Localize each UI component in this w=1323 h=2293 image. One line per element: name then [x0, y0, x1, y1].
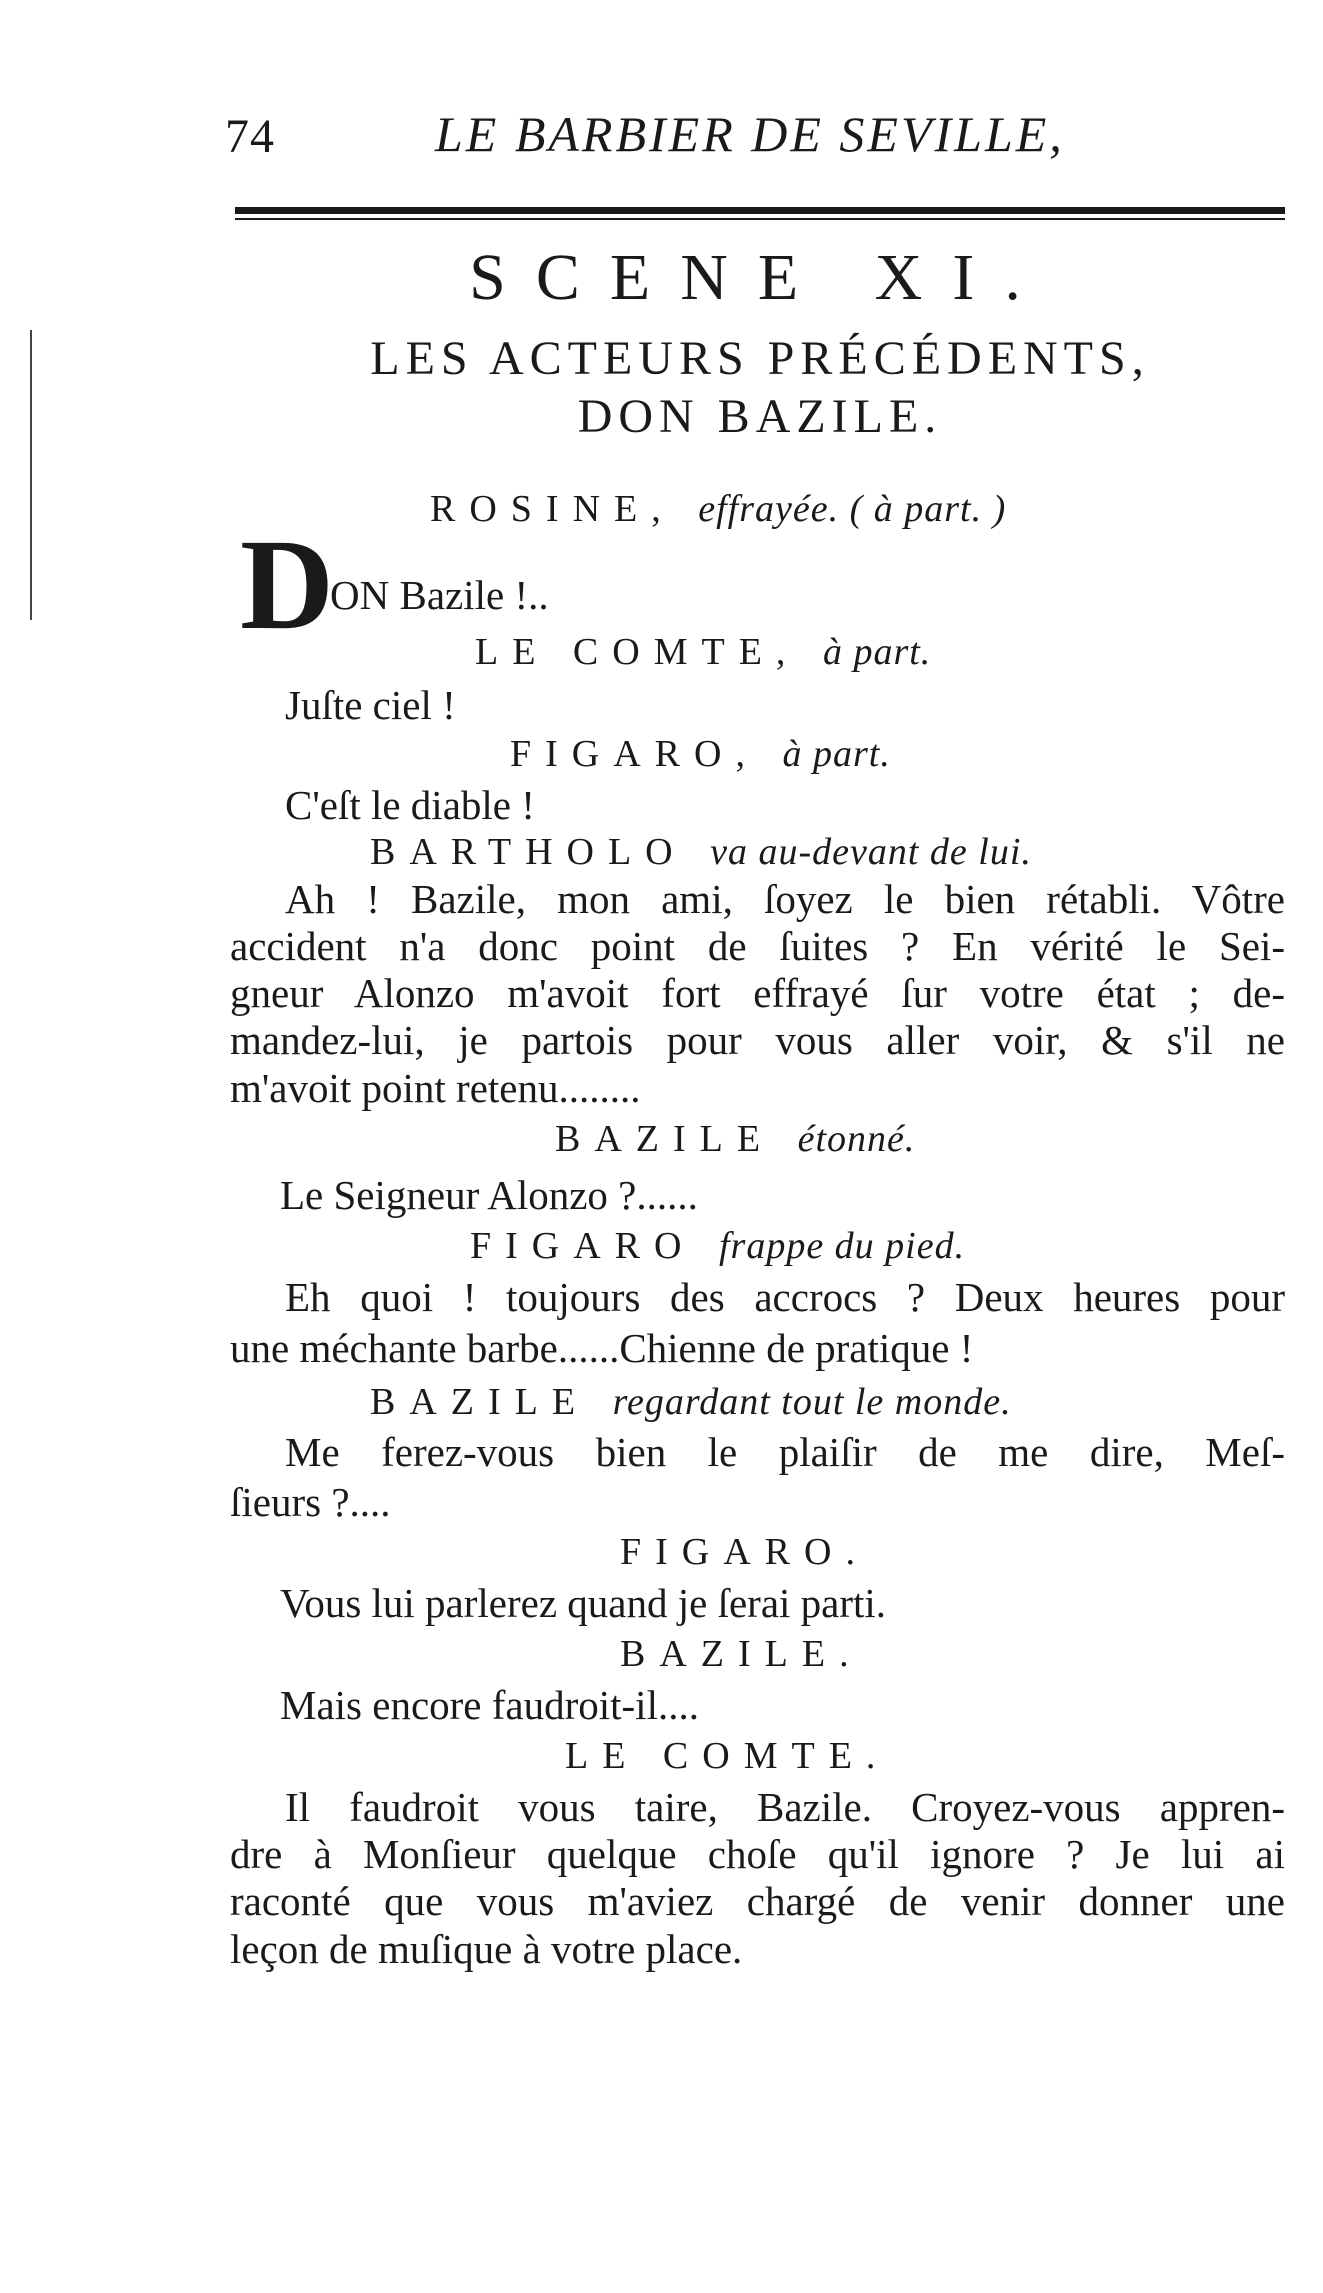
dialogue-line: Vous lui parlerez quand je ſerai parti. [280, 1580, 887, 1626]
scene-title: SCENE XI. [469, 241, 1051, 314]
header-rule-thick [235, 207, 1285, 214]
dialogue-line: raconté que vous m'aviez chargé de venir donner une [230, 1878, 1285, 1924]
stage-direction: va au-devant de lui. [710, 831, 1032, 873]
dialogue-line: accident n'a donc point de ſuites ? En vérité le Sei- [230, 923, 1285, 969]
speaker-name: LE COMTE, [475, 631, 800, 673]
cast-line: LES ACTEURS PRÉCÉDENTS, [370, 332, 1150, 385]
dialogue-line: Me ferez-vous bien le plaiſir de me dire, Meſ- [285, 1429, 1285, 1475]
stage-direction: regardant tout le monde. [612, 1381, 1012, 1423]
cast-line: DON BAZILE. [577, 390, 943, 443]
speaker-name: FIGARO [470, 1225, 696, 1267]
dialogue-line: mandez-lui, je partois pour vous aller voir, & s'il ne [230, 1017, 1285, 1063]
stage-direction: effrayée. ( à part. ) [698, 488, 1007, 530]
dialogue-line: une méchante barbe......Chienne de pratique ! [230, 1325, 974, 1371]
dialogue-line: Ah ! Bazile, mon ami, ſoyez le bien rétabli. Vôtre [285, 876, 1285, 922]
dialogue-line: Juſte ciel ! [285, 682, 456, 728]
dialogue-line: Il faudroit vous taire, Bazile. Croyez-vous appren- [285, 1784, 1285, 1830]
dialogue-line: C'eſt le diable ! [285, 782, 535, 828]
dialogue-line: dre à Monſieur quelque choſe qu'il ignore ? Je lui ai [230, 1831, 1285, 1877]
running-header [225, 95, 1285, 165]
dialogue-line: ON Bazile !.. [330, 572, 549, 618]
drop-cap: D [240, 513, 334, 657]
stage-direction: étonné. [797, 1118, 916, 1160]
margin-rule [30, 330, 32, 620]
speaker-name: BAZILE [370, 1381, 590, 1423]
header-rule-thin [235, 218, 1285, 220]
speaker-name: LE COMTE. [565, 1735, 890, 1777]
speaker-name: FIGARO. [620, 1531, 869, 1573]
dialogue-line: leçon de muſique à votre place. [230, 1926, 743, 1972]
speaker-name: BARTHOLO [370, 831, 687, 873]
cast-list [235, 330, 1285, 446]
dialogue-line: Eh quoi ! toujours des accrocs ? Deux heures pour [285, 1274, 1285, 1320]
dialogue-line: Le Seigneur Alonzo ?...... [280, 1172, 698, 1218]
speaker-name: FIGARO, [510, 733, 759, 775]
speaker-name: ROSINE, [430, 488, 675, 530]
dialogue-line: ſieurs ?.... [230, 1479, 391, 1525]
stage-direction: à part. [822, 631, 932, 673]
stage-direction: frappe du pied. [718, 1225, 966, 1267]
dialogue-line: Mais encore faudroit-il.... [280, 1682, 699, 1728]
stage-direction: à part. [782, 733, 891, 775]
dialogue-line: gneur Alonzo m'avoit fort effrayé ſur votre état ; de- [230, 970, 1285, 1016]
speaker-name: BAZILE [555, 1118, 775, 1160]
dialogue-line: m'avoit point retenu........ [230, 1065, 641, 1111]
page-number: 74 [225, 110, 275, 163]
speaker-name: BAZILE. [620, 1633, 863, 1675]
running-title: LE BARBIER DE SEVILLE, [435, 106, 1065, 162]
